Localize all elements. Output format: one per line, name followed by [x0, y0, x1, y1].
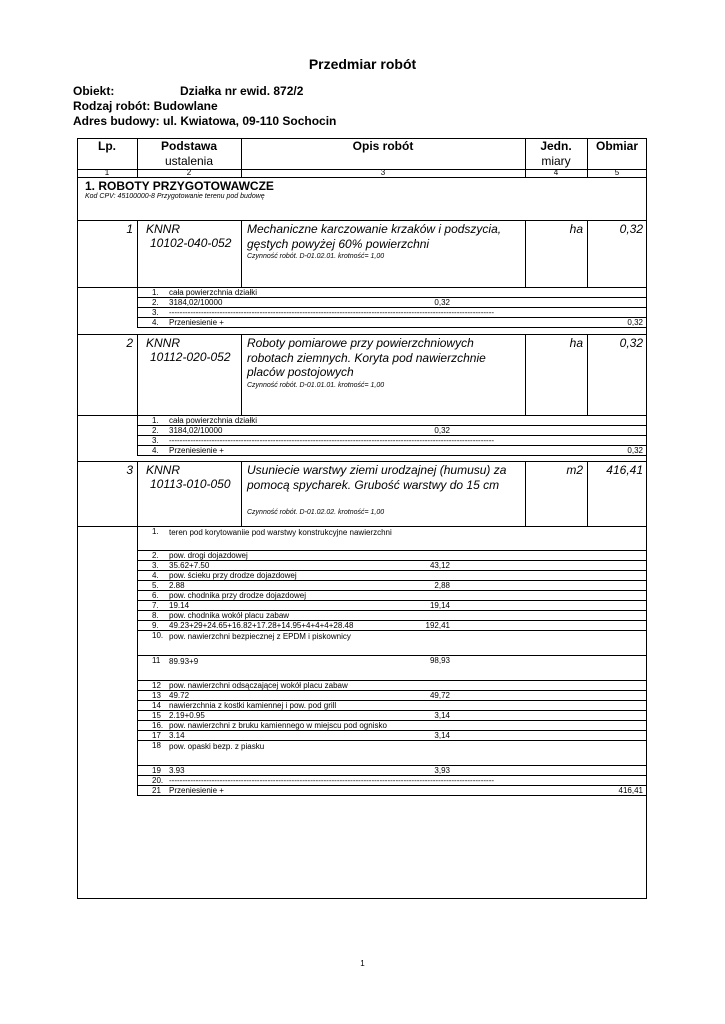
col-header-jedn-line2: miary — [541, 154, 571, 168]
item-description: Usuniecie warstwy ziemi urodzajnej (humusu) za pomocą spycharek. Grubość warstwy do 15 cm — [247, 463, 507, 492]
measure-value: 98,93 — [429, 656, 450, 665]
measure-row-divider — [137, 765, 647, 766]
measure-col-divider — [137, 600, 138, 610]
measure-text: 19.14 — [169, 601, 190, 610]
measure-number: 2. — [152, 298, 159, 307]
measure-value: 19,14 — [429, 601, 450, 610]
measure-number: 18 — [152, 741, 161, 750]
col-header-jedn: Jedn. — [540, 139, 572, 153]
measure-divider — [77, 415, 647, 416]
measure-number: 4. — [152, 318, 159, 327]
measure-value: 0,32 — [434, 426, 450, 435]
rodzaj-robot: Rodzaj robót: Budowlane — [73, 99, 218, 113]
measure-number: 15 — [152, 711, 161, 720]
item-col-divider — [241, 461, 242, 526]
measure-value: 2,88 — [434, 581, 450, 590]
col-number-4: 4 — [553, 168, 559, 177]
measure-col-divider — [137, 620, 138, 630]
measure-col-divider — [137, 775, 138, 785]
item-unit: ha — [569, 336, 583, 350]
col-number-3: 3 — [380, 168, 386, 177]
measure-value: 43,12 — [429, 561, 450, 570]
measure-text: 3184,02/10000 — [169, 298, 223, 307]
item-col-divider — [137, 220, 138, 287]
measure-number: 8. — [152, 611, 159, 620]
measure-col-divider — [137, 730, 138, 740]
measure-text: 35.62+7.50 — [169, 561, 210, 570]
measure-row-divider — [137, 690, 647, 691]
carry-value: 416,41 — [618, 786, 643, 795]
section-title: 1. ROBOTY PRZYGOTOWAWCZE — [85, 179, 274, 193]
measure-text: teren pod korytowaniie pod warstwy konstrukcyjne nawierzchni — [169, 528, 392, 537]
measure-col-divider — [137, 590, 138, 600]
measure-text: cała powierzchnia działki — [169, 416, 258, 425]
item-quantity: 416,41 — [606, 463, 643, 477]
item-col-divider — [137, 461, 138, 526]
measure-number: 19 — [152, 766, 161, 775]
carry-value: 0,32 — [627, 318, 643, 327]
col-number-5: 5 — [614, 168, 620, 177]
measure-number: 9. — [152, 621, 159, 630]
item-code-type: KNNR — [146, 336, 181, 350]
col-header-opis: Opis robót — [352, 139, 414, 153]
measure-row-divider — [137, 600, 647, 601]
measure-col-divider — [137, 526, 138, 550]
measure-text: Przeniesienie + — [169, 786, 224, 795]
measure-text: 49.23+29+24.65+16.82+17.28+14.95+4+4+4+28.48 — [169, 621, 354, 630]
measure-col-divider — [137, 297, 138, 307]
item-subtext: Czynność robót. D-01.01.01. krotność= 1,00 — [247, 381, 385, 389]
measure-text: -------------------------------------------------------------------------------------------------------------------------- — [169, 776, 495, 785]
adres-budowy: Adres budowy: ul. Kwiatowa, 09-110 Sochocin — [73, 114, 337, 128]
measure-text: -------------------------------------------------------------------------------------------------------------------------- — [169, 436, 495, 445]
item-lp: 2 — [126, 336, 133, 350]
item-lp: 3 — [126, 463, 133, 477]
measure-text: 3.14 — [169, 731, 185, 740]
item-code: 10113-010-050 — [150, 477, 231, 491]
measure-number: 21 — [152, 786, 161, 795]
col-header-lp: Lp. — [98, 139, 116, 153]
col-header-podstawa-line2: ustalenia — [164, 154, 214, 168]
item-divider — [77, 334, 647, 335]
carry-value: 0,32 — [627, 446, 643, 455]
measure-text: 3184,02/10000 — [169, 426, 223, 435]
measure-number: 20. — [152, 776, 164, 785]
item-divider — [77, 461, 647, 462]
measure-number: 3. — [152, 436, 159, 445]
measure-value: 192,41 — [425, 621, 450, 630]
measure-text: 2.19+0.95 — [169, 711, 205, 720]
obiekt-value: Działka nr ewid. 872/2 — [180, 84, 304, 98]
item-code-type: KNNR — [146, 222, 181, 236]
measure-text: pow. nawierzchni z bruku kamiennego w miejscu pod ognisko — [169, 721, 387, 730]
measure-col-divider — [137, 680, 138, 690]
measure-col-divider — [137, 317, 138, 327]
measure-number: 12 — [152, 681, 161, 690]
measure-text: pow. chodnika przy drodze dojazdowej — [169, 591, 306, 600]
measure-text: Przeniesienie + — [169, 446, 224, 455]
measure-number: 17 — [152, 731, 161, 740]
measure-col-divider — [137, 550, 138, 560]
item-code: 10112-020-052 — [150, 350, 231, 364]
page-number: 1 — [360, 959, 365, 968]
measure-col-divider — [137, 445, 138, 455]
measure-number: 1. — [152, 416, 159, 425]
measure-col-divider — [137, 307, 138, 317]
measure-value: 49,72 — [429, 691, 450, 700]
measure-number: 3. — [152, 561, 159, 570]
measure-text: pow. ścieku przy drodze dojazdowej — [169, 571, 297, 580]
measure-col-divider — [137, 415, 138, 425]
measure-text: 89.93+9 — [169, 657, 199, 666]
measure-col-divider — [137, 435, 138, 445]
measure-col-divider — [137, 287, 138, 297]
page-title: Przedmiar robót — [308, 56, 417, 72]
measure-text: pow. drogi dojazdowej — [169, 551, 248, 560]
measure-row-divider — [137, 455, 647, 456]
measure-col-divider — [137, 720, 138, 730]
measure-text: Przeniesienie + — [169, 318, 224, 327]
measure-number: 16. — [152, 721, 164, 730]
measure-col-divider — [137, 630, 138, 655]
measure-number: 2. — [152, 551, 159, 560]
measure-row-divider — [137, 730, 647, 731]
measure-text: pow. chodnika wokół placu zabaw — [169, 611, 290, 620]
item-unit: ha — [569, 222, 583, 236]
measure-text: -------------------------------------------------------------------------------------------------------------------------- — [169, 308, 495, 317]
measure-text: 3.93 — [169, 766, 185, 775]
measure-text: 49.72 — [169, 691, 190, 700]
item-quantity: 0,32 — [619, 336, 643, 350]
measure-text: 2.88 — [169, 581, 185, 590]
measure-row-divider — [137, 560, 647, 561]
measure-divider — [77, 287, 647, 288]
measure-col-divider — [137, 560, 138, 570]
measure-number: 4. — [152, 571, 159, 580]
item-quantity: 0,32 — [619, 222, 643, 236]
item-code: 10102-040-052 — [150, 236, 232, 250]
measure-col-divider — [137, 655, 138, 680]
measure-col-divider — [137, 710, 138, 720]
measure-number: 1. — [152, 527, 159, 536]
measure-text: pow. opaski bezp. z piasku — [169, 742, 265, 751]
item-divider — [77, 220, 647, 221]
col-number-1: 1 — [104, 168, 110, 177]
measure-text: nawierzchnia z kostki kamiennej i pow. pod grill — [169, 701, 337, 710]
measure-col-divider — [137, 785, 138, 795]
measure-col-divider — [137, 690, 138, 700]
measure-number: 10. — [152, 631, 164, 640]
item-col-divider — [241, 334, 242, 415]
measure-number: 5. — [152, 581, 159, 590]
measure-row-divider — [137, 327, 647, 328]
measure-col-divider — [137, 740, 138, 765]
item-description: Roboty pomiarowe przy powierzchniowych robotach ziemnych. Koryta pod nawierzchnie placów postojowych — [247, 336, 486, 379]
section-cpv: Kod CPV: 45100000-8 Przygotowanie terenu pod budowę — [85, 193, 265, 200]
item-subtext: Czynność robót. D-01.02.01. krotność= 1,00 — [247, 253, 385, 260]
item-col-divider — [137, 334, 138, 415]
header-divider — [77, 177, 647, 178]
measure-value: 3,93 — [434, 766, 450, 775]
measure-col-divider — [137, 610, 138, 620]
item-subtext: Czynność robót. D-01.02.02. krotność= 1,00 — [247, 508, 385, 516]
measure-value: 3,14 — [434, 731, 450, 740]
measure-number: 2. — [152, 426, 159, 435]
measure-number: 11 — [152, 656, 161, 665]
measure-number: 4. — [152, 446, 159, 455]
measure-col-divider — [137, 580, 138, 590]
measure-col-divider — [137, 570, 138, 580]
measure-number: 6. — [152, 591, 159, 600]
obiekt-label: Obiekt: — [73, 84, 115, 98]
item-description: Mechaniczne karczowanie krzaków i podszycia, gęstych powyżej 60% powierzchni — [247, 222, 502, 251]
col-number-2: 2 — [186, 168, 192, 177]
measure-text: cała powierzchnia działki — [169, 288, 258, 297]
col-header-obmiar: Obmiar — [595, 139, 638, 153]
measure-number: 13 — [152, 691, 161, 700]
measure-value: 0,32 — [434, 298, 450, 307]
measure-row-divider — [137, 710, 647, 711]
col-header-podstawa: Podstawa — [160, 139, 217, 153]
measure-number: 3. — [152, 308, 159, 317]
measure-row-divider — [137, 795, 647, 796]
item-lp: 1 — [126, 222, 133, 236]
measure-number: 7. — [152, 601, 159, 610]
measure-text: pow. nawierzchni odsączającej wokół placu zabaw — [169, 681, 348, 690]
item-unit: m2 — [566, 463, 583, 477]
measure-text: pow. nawierzchni bezpiecznej z EPDM i piskownicy — [169, 632, 351, 641]
measure-value: 3,14 — [434, 711, 450, 720]
measure-col-divider — [137, 765, 138, 775]
item-col-divider — [241, 220, 242, 287]
measure-number: 14 — [152, 701, 161, 710]
item-code-type: KNNR — [146, 463, 181, 477]
measure-col-divider — [137, 700, 138, 710]
measure-col-divider — [137, 425, 138, 435]
measure-row-divider — [137, 580, 647, 581]
measure-number: 1. — [152, 288, 159, 297]
